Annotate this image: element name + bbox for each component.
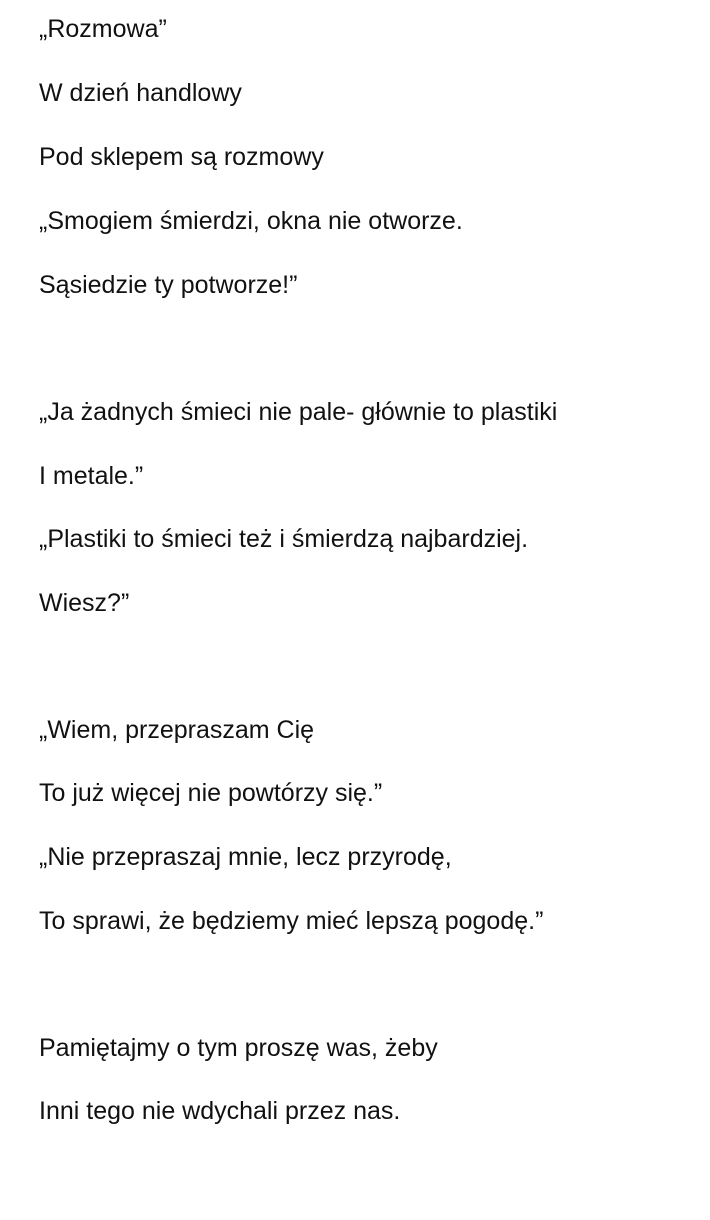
poem-title: „Rozmowa” <box>39 15 167 43</box>
poem-line: W dzień handlowy <box>39 79 242 107</box>
poem-line: „Smogiem śmierdzi, okna nie otworze. <box>39 207 463 235</box>
poem-line: „Nie przepraszaj mnie, lecz przyrodę, <box>39 843 452 871</box>
poem-line: „Plastiki to śmieci też i śmierdzą najbardziej. <box>39 525 529 553</box>
poem-line: Pamiętajmy o tym proszę was, żeby <box>39 1034 438 1062</box>
poem-line: To sprawi, że będziemy mieć lepszą pogodę.” <box>39 907 544 935</box>
poem-line: Pod sklepem są rozmowy <box>39 143 324 171</box>
poem-line: Inni tego nie wdychali przez nas. <box>39 1097 401 1125</box>
poem-line: I metale.” <box>39 462 144 490</box>
poem-line: „Wiem, przepraszam Cię <box>39 716 315 744</box>
poem-line: Wiesz?” <box>39 589 130 617</box>
poem-line: Sąsiedzie ty potworze!” <box>39 271 298 299</box>
poem-line: „Ja żadnych śmieci nie pale- głównie to plastiki <box>39 398 558 426</box>
poem-line: To już więcej nie powtórzy się.” <box>39 779 383 807</box>
